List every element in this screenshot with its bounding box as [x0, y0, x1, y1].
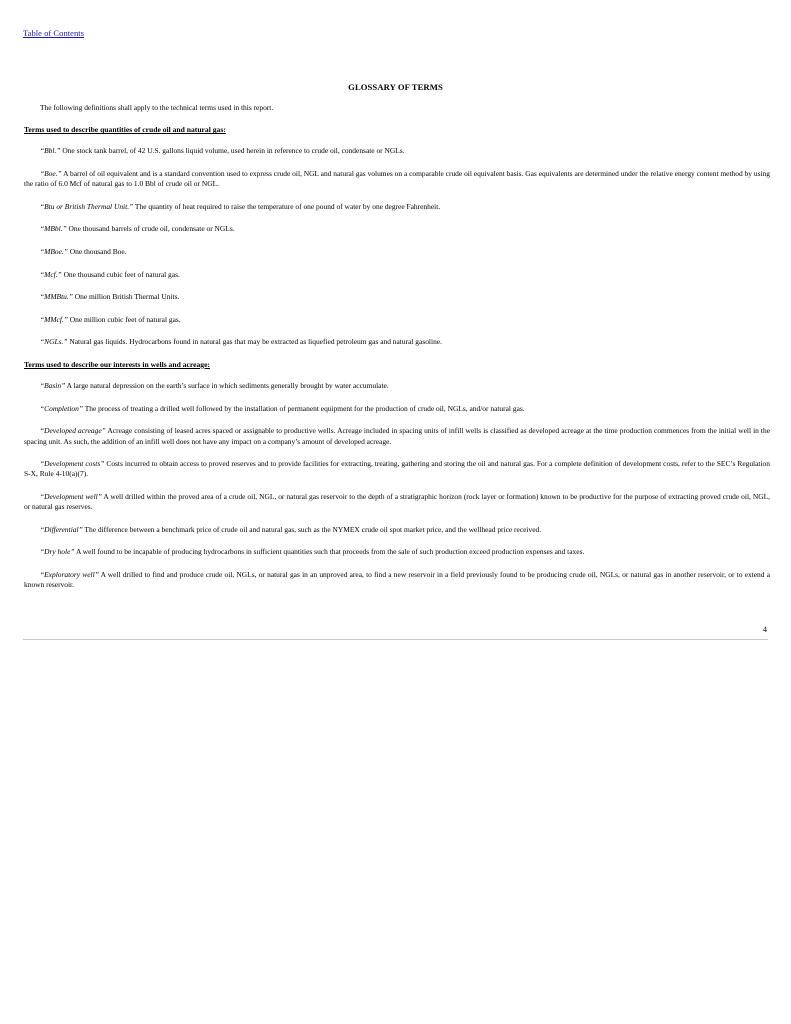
definition-term: “NGLs.”: [40, 337, 68, 347]
definition-text: One million British Thermal Units.: [72, 292, 180, 302]
definition-text: A well found to be incapable of producing hydrocarbons in sufficient quantities such that proceeds from the sale of such production exceed production expenses and taxes.: [74, 547, 585, 557]
intro-text: The following definitions shall apply to the technical terms used in this report.: [40, 103, 274, 112]
definition-item: [24, 570, 770, 590]
section-heading-quantities: Terms used to describe quantities of crude oil and natural gas:: [24, 125, 226, 135]
definition-text: Natural gas liquids. Hydrocarbons found in natural gas that may be extracted as liquefied petroleum gas and natural gasoline.: [67, 337, 442, 347]
definition-item: [24, 315, 770, 325]
definition-term: “Developed acreage”: [40, 426, 106, 436]
table-of-contents-link[interactable]: Table of Contents: [23, 28, 84, 38]
definition-item: [24, 247, 770, 257]
definition-item: [24, 492, 770, 512]
definition-term: “Completion”: [40, 403, 83, 413]
definition-item: [24, 381, 770, 391]
definition-item: [24, 292, 770, 302]
definition-term: “MMcf.”: [40, 314, 68, 324]
definition-text: One stock tank barrel, of 42 U.S. gallons liquid volume, used herein in reference to crude oil, condensate or NGLs.: [60, 146, 405, 156]
definition-item: [24, 404, 770, 414]
definition-item: [24, 224, 770, 234]
definition-text: The quantity of heat required to raise the temperature of one pound of water by one degree Fahrenheit.: [133, 201, 441, 211]
definition-text: A well drilled to find and produce crude oil, NGLs, or natural gas in an unproved area, to find a new reservoir in a field previously found to be producing crude oil, NGLs, or natural gas in another reservoir, or to extend a known reservoir.: [24, 569, 770, 590]
definition-text: The process of treating a drilled well followed by the installation of permanent equipment for the production of crude oil, NGLs, and/or natural gas.: [82, 403, 525, 413]
definition-term: “Btu or British Thermal Unit.”: [40, 201, 134, 211]
definition-text: One thousand Boe.: [67, 246, 127, 256]
definition-term: “Development well”: [40, 491, 102, 501]
definition-term: “MMBtu.”: [40, 292, 73, 302]
definition-text: A large natural depression on the earth’s surface in which sediments generally brought by water accumulate.: [65, 381, 389, 391]
definition-item: [24, 337, 770, 347]
definition-list-interests: [24, 381, 770, 590]
page-divider: [23, 639, 768, 640]
definition-text: Acreage consisting of leased acres spaced or assignable to productive wells. Acreage included in spacing units of infill wells is classified as developed acreage at the time production commences from the initial well in the spacing unit. As such, the addition of an infill well does not have any impact on a company’s amount of developed acreage.: [24, 426, 770, 446]
definition-item: [24, 202, 770, 212]
definition-term: “Bbl.”: [40, 146, 61, 156]
definition-term: “Exploratory well”: [40, 569, 99, 579]
page-number: 4: [763, 625, 767, 634]
definition-term: “Basin”: [40, 381, 66, 391]
definition-text: A well drilled within the proved area of a crude oil, NGL, or natural gas reservoir to the depth of a stratigraphic horizon (rock layer or formation) known to be productive for the purpose of extracting proved crude oil, NGL, or natural gas reserves.: [24, 491, 770, 512]
definition-text: A barrel of oil equivalent and is a standard convention used to express crude oil, NGL and natural gas volumes on a comparable crude oil equivalent basis. Gas equivalents are determined under the relative energy content method by using the ratio of 6.0 Mcf of natural gas to 1.0 Bbl of crude oil or NGL.: [24, 169, 770, 189]
definition-term: “Boe.”: [40, 169, 62, 178]
glossary-body: [24, 103, 770, 603]
page-title: GLOSSARY OF TERMS: [348, 82, 443, 92]
definition-item: [24, 169, 770, 189]
definition-text: One thousand barrels of crude oil, condensate or NGLs.: [66, 224, 235, 234]
definition-item: [24, 459, 770, 479]
definition-item: [24, 426, 770, 446]
section-interests: [24, 360, 770, 590]
definition-item: [24, 270, 770, 280]
definition-item: [24, 525, 770, 535]
definition-list-quantities: [24, 146, 770, 347]
definition-term: “Development costs”: [40, 459, 105, 469]
definition-term: “Dry hole”: [40, 547, 75, 557]
definition-text: One million cubic feet of natural gas.: [67, 314, 181, 324]
section-heading-interests: Terms used to describe our interests in wells and acreage:: [24, 359, 210, 369]
definition-term: “Differential”: [40, 524, 83, 534]
definition-text: Costs incurred to obtain access to proved reserves and to provide facilities for extracting, treating, gathering and storing the oil and natural gas. For a complete definition of development costs, refer to the SEC’s Regulation S-X, Rule 4-10(a)(7).: [24, 459, 770, 479]
definition-term: “Mcf.”: [40, 269, 62, 279]
definition-text: One thousand cubic feet of natural gas.: [61, 269, 180, 279]
definition-term: “MBbl.”: [40, 224, 67, 234]
definition-text: The difference between a benchmark price of crude oil and natural gas, such as the NYMEX crude oil spot market price, and the wellhead price received.: [82, 524, 542, 534]
definition-item: [24, 146, 770, 156]
section-quantities: [24, 125, 770, 347]
definition-term: “MBoe.”: [40, 246, 68, 256]
definition-item: [24, 547, 770, 557]
